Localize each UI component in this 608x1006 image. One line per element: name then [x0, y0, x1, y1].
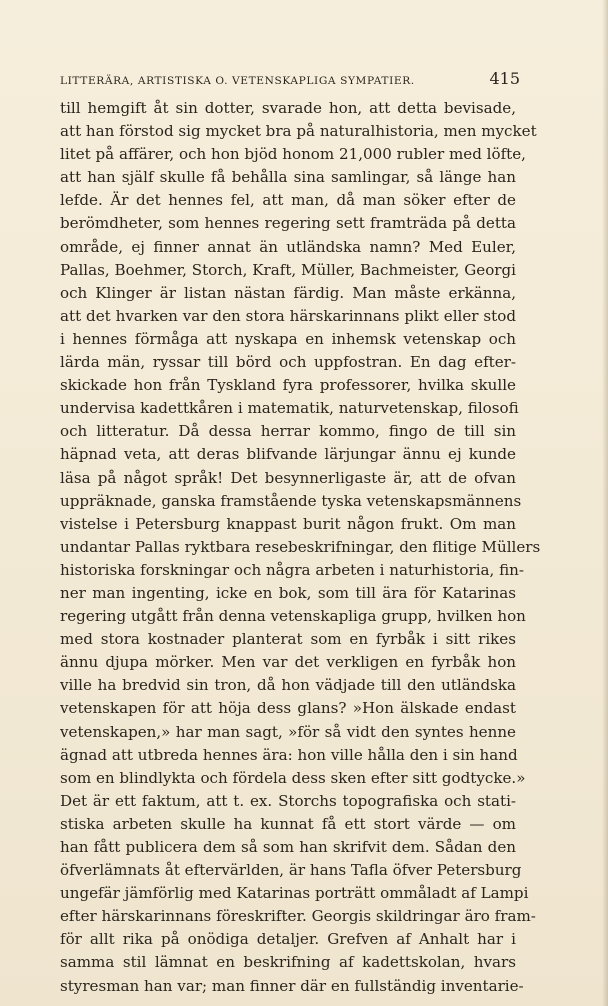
page-header — [60, 69, 520, 88]
text-line: vetenskapen för att höja dess glans? »Hon älskade endast — [60, 699, 516, 718]
text-line: läsa på något språk! Det besynnerligaste är, att de ofvan — [60, 468, 516, 487]
text-line: ungefär jämförlig med Katarinas porträtt ommåladt af Lampi — [60, 884, 529, 903]
text-line: i hennes förmåga att nyskapa en inhemsk vetenskap och — [60, 329, 516, 348]
text-line: med stora kostnader planterat som en fyrbåk i sitt rikes — [60, 630, 516, 649]
text-line: ner man ingenting, icke en bok, som till ära för Katarinas — [60, 583, 516, 602]
text-line: Det är ett faktum, att t. ex. Storchs topografiska och stati- — [60, 791, 516, 810]
text-line: och litteratur. Då dessa herrar kommo, fingo de till sin — [60, 422, 516, 441]
body-text — [60, 97, 541, 998]
text-line: häpnad veta, att deras blifvande lärjungar ännu ej kunde — [60, 445, 516, 464]
text-line: och Klinger är listan nästan färdig. Man måste erkänna, — [60, 283, 516, 302]
text-line: område, ej finner annat än utländska namn? Med Euler, — [60, 237, 516, 256]
text-line: ägnad att utbreda hennes ära: hon ville hålla den i sin hand — [60, 745, 518, 764]
text-line: att det hvarken var den stora härskarinnans plikt eller stod — [60, 306, 516, 325]
text-line: undantar Pallas ryktbara resebeskrifningar, den flitige Müllers — [60, 537, 541, 556]
text-line: styresman han var; man finner där en fullständig inventarie- — [60, 976, 524, 995]
text-line: för allt rika på onödiga detaljer. Grefven af Anhalt har i — [60, 930, 516, 949]
text-line: vistelse i Petersburg knappast burit någon frukt. Om man — [60, 514, 516, 533]
text-line: stiska arbeten skulle ha kunnat få ett stort värde — om — [60, 814, 516, 833]
text-line: att han förstod sig mycket bra på naturalhistoria, men mycket — [60, 122, 537, 141]
text-line: litet på affärer, och hon bjöd honom 21,000 rubler med löfte, — [60, 145, 526, 164]
text-line: skickade hon från Tyskland fyra professorer, hvilka skulle — [60, 376, 516, 395]
text-line: ännu djupa mörker. Men var det verkligen en fyrbåk hon — [60, 653, 516, 672]
running-head: LITTERÄRA, ARTISTISKA O. VETENSKAPLIGA SYMPATIER. — [60, 75, 415, 87]
text-line: berömdheter, som hennes regering sett framträda på detta — [60, 214, 516, 233]
text-line: han fått publicera dem så som han skrifvit dem. Sådan den — [60, 838, 516, 856]
text-line: efter härskarinnans föreskrifter. Georgis skildringar äro fram- — [60, 907, 536, 926]
text-line: undervisa kadettkåren i matematik, naturvetenskap, filosofi — [60, 399, 519, 418]
text-line: ville ha bredvid sin tron, då hon vädjade till den utländska — [60, 676, 516, 695]
text-line: lefde. Är det hennes fel, att man, då man söker efter de — [60, 191, 516, 210]
page-number: 415 — [489, 69, 520, 88]
text-line: uppräknade, ganska framstående tyska vetenskapsmännens — [60, 491, 522, 510]
text-line: som en blindlykta och fördela dess sken efter sitt godtycke.» — [60, 768, 526, 787]
text-line: samma stil lämnat en beskrifning af kadettskolan, hvars — [60, 953, 516, 972]
text-line: Pallas, Boehmer, Storch, Kraft, Müller, Bachmeister, Georgi — [60, 260, 516, 279]
text-line: regering utgått från denna vetenskapliga grupp, hvilken hon — [60, 607, 526, 626]
text-line: vetenskapen,» har man sagt, »för så vidt den syntes henne — [60, 722, 516, 741]
text-line: historiska forskningar och några arbeten i naturhistoria, fin- — [60, 560, 525, 579]
text-line: till hemgift åt sin dotter, svarade hon, att detta bevisade, — [60, 99, 516, 117]
page-edge-shadow — [602, 0, 608, 1006]
text-line: öfverlämnats åt eftervärlden, är hans Tafla öfver Petersburg — [60, 861, 522, 880]
text-line: att han själf skulle få behålla sina samlingar, så länge han — [60, 168, 516, 187]
text-line: lärda män, ryssar till börd och uppfostran. En dag efter- — [60, 353, 516, 372]
